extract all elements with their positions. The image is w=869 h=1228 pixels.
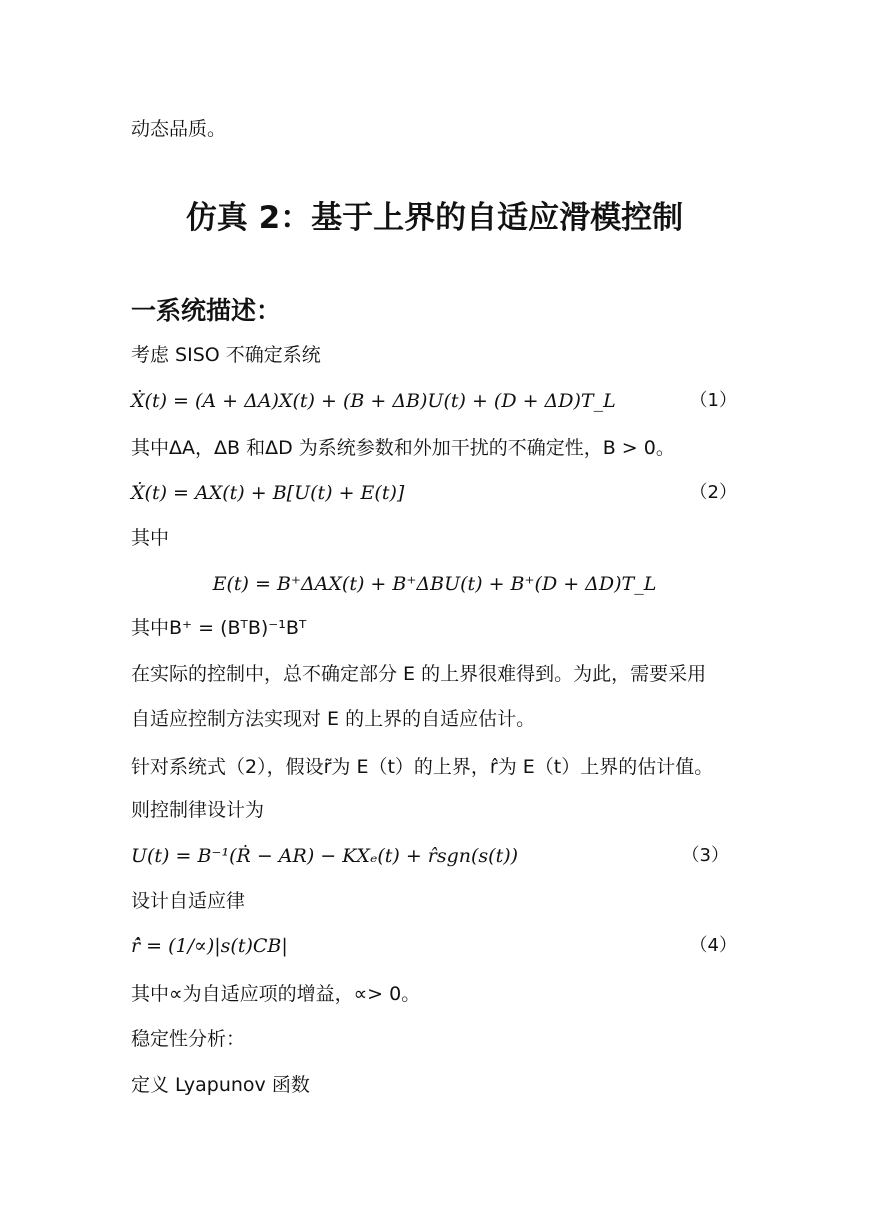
text-line: 在实际的控制中，总不确定部分 E 的上界很难得到。为此，需要采用 — [131, 663, 707, 685]
text-line: 其中ΔA，ΔB 和ΔD 为系统参数和外加干扰的不确定性，B > 0。 — [131, 437, 675, 459]
text-line: 其中∝为自适应项的增益，∝> 0。 — [131, 983, 421, 1005]
section-title: 仿真 2：基于上界的自适应滑模控制 — [185, 200, 684, 236]
equation-number-3: （3） — [681, 845, 729, 866]
equation-2: Ẋ(t) = AX(t) + B[U(t) + E(t)] — [131, 482, 405, 504]
text-line: 其中B⁺ = (BᵀB)⁻¹Bᵀ — [131, 617, 307, 639]
text-line: 针对系统式（2），假设r̃为 E（t）的上界，r̂为 E（t）上界的估计值。 — [131, 756, 714, 778]
equation-number-4: （4） — [689, 935, 737, 956]
equation-number-1: （1） — [689, 390, 737, 411]
equation-1: Ẋ(t) = (A + ΔA)X(t) + (B + ΔB)U(t) + (D + ΔD)T_L — [131, 390, 616, 412]
text-line: 则控制律设计为 — [131, 799, 265, 821]
subsection-heading: 一系统描述： — [131, 296, 282, 325]
equation-number-2: （2） — [689, 482, 737, 503]
equation-e: E(t) = B⁺ΔAX(t) + B⁺ΔBU(t) + B⁺(D + ΔD)T_L — [212, 573, 657, 595]
text-line: 设计自适应律 — [131, 890, 246, 912]
text-line: 其中 — [131, 527, 170, 549]
text-line: 自适应控制方法实现对 E 的上界的自适应估计。 — [131, 708, 536, 730]
text-line: 稳定性分析： — [131, 1028, 246, 1050]
equation-4: r̂̇ = (1/∝)|s(t)CB| — [131, 935, 288, 957]
equation-3: U(t) = B⁻¹(Ṙ − AR) − KXₑ(t) + r̂sgn(s(t)) — [131, 845, 519, 867]
text-line: 考虑 SISO 不确定系统 — [131, 344, 321, 366]
text-line: 动态品质。 — [131, 118, 227, 140]
text-line: 定义 Lyapunov 函数 — [131, 1074, 310, 1096]
